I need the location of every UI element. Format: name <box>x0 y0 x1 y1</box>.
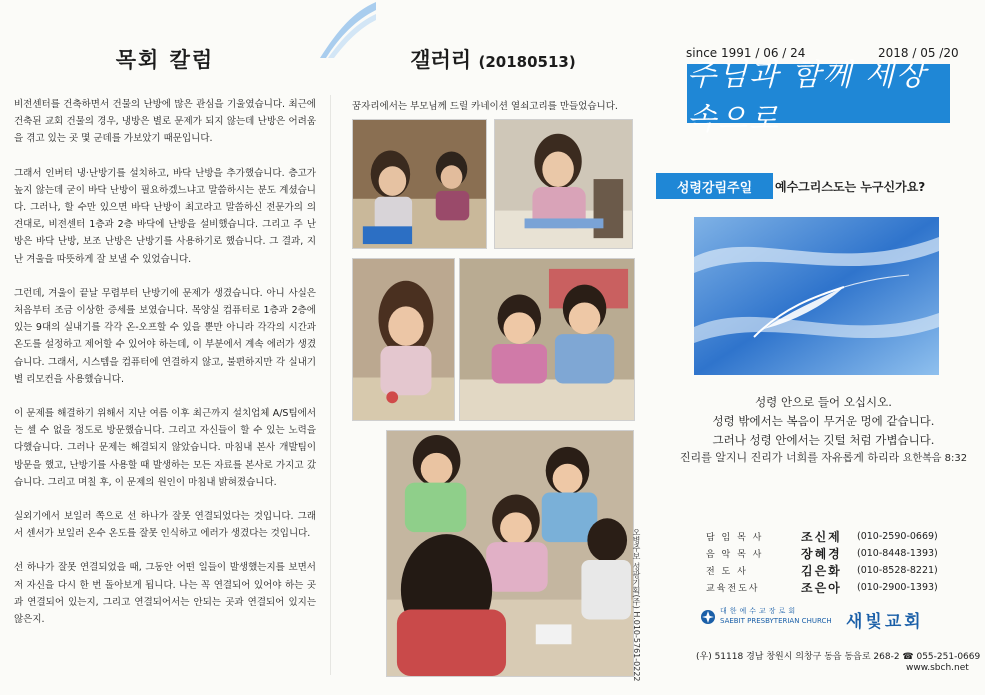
church-address: (우) 51118 경남 창원시 의창구 동읍 동읍로 268-2 ☎ 055-251-0669 <box>696 652 981 662</box>
staff-list <box>706 528 981 596</box>
column-title: 목회 칼럼 <box>115 48 215 72</box>
gallery-photo-2[interactable] <box>494 119 633 249</box>
gallery-title <box>348 44 638 74</box>
column-divider <box>330 95 331 675</box>
column-paragraph: 비전센터를 건축하면서 건물의 난방에 많은 관심을 기울였습니다. 최근에 건축된 교회 건물의 경우, 냉방은 별로 문제가 되지 않는데 난방은 어려움을 겪고 있는 곳 몇 군데를 가보았기 때문입니다. <box>14 99 316 145</box>
church-english-name: SAEBIT PRESBYTERIAN CHURCH <box>720 617 832 625</box>
since-date: since 1991 / 06 / 24 <box>686 46 806 60</box>
gallery-photo-1[interactable] <box>352 119 487 249</box>
gallery-title-text: 갤러리 <box>410 48 472 72</box>
scripture-quote <box>666 449 981 465</box>
staff-name: 조신제 <box>801 530 842 544</box>
verse-line: 성령 밖에서는 복음이 무거운 멍에 같습니다. <box>712 414 935 428</box>
staff-role: 교육전도사 <box>706 584 760 594</box>
staff-name: 조은아 <box>801 581 842 595</box>
staff-row <box>706 562 981 579</box>
verse-line: 성령 안으로 들어 오십시오. <box>755 395 892 409</box>
staff-row <box>706 579 981 596</box>
feather-image <box>694 217 939 375</box>
column-paragraph: 실외기에서 보일러 쪽으로 선 하나가 잘못 연결되었다는 것입니다. 그래서 센서가 보일러 온수 온도를 잘못 인식하고 에러가 생겼다는 것입니다. <box>14 511 316 540</box>
pastor-column <box>14 0 316 695</box>
verse-line: 그러나 성령 안에서는 깃털 처럼 가볍습니다. <box>712 433 935 447</box>
sermon-title: 예수그리스도는 누구신가요? <box>775 180 926 194</box>
column-paragraph: 그래서 인버터 냉·난방기를 설치하고, 바닥 난방을 추가했습니다. 층고가 높지 않는데 굳이 바닥 난방이 필요하겠느냐고 말씀하시는 분도 계셨습니다. 그러나, 할 수만 있으면 바닥 난방이 최고라고 말씀하신 전문가의 의견대로, 비전센터 1층과 2층 바닥에 난방을 설비했습니다. 그리고 주 난방은 바닥 난방, 보조 난방은 난방기를 사용하기로 했습니다. 그 결과, 지난 겨울을 따뜻하게 잘 보낼 수 있었습니다. <box>14 167 316 265</box>
gallery-caption: 꿈자리에서는 부모님께 드릴 카네이션 열쇠고리를 만들었습니다. <box>352 101 618 112</box>
column-paragraph: 이 문제를 해결하기 위해서 지난 여름 이후 최근까지 설치업체 A/S팀에서는 셀 수 없을 정도로 방문했습니다. 그리고 자신들이 할 수 있는 노력을 다했습니다. 그러나 문제는 해결되지 않았습니다. 마침내 본사 개발팀이 방문을 했고, 난방기를 사용할 때 발생하는 모든 자료를 본사로 가지고 갔습니다. 그리고 며칠 후, 이 문제의 원인이 마침내 밝혀졌습니다. <box>14 408 316 488</box>
staff-phone[interactable]: (010-8528-8221) <box>857 565 938 576</box>
gallery-date: (20180513) <box>478 53 576 71</box>
scripture-text: 진리를 알지니 진리가 너희를 자유롭게 하리라 <box>679 451 900 464</box>
column-paragraph: 선 하나가 잘못 연결되었을 때, 그동안 어떤 일들이 발생했는지를 보면서 저 자신을 다시 한 번 돌아보게 됩니다. 나는 꼭 연결되어 있어야 하는 곳과 연결되어 있는지, 그리고 연결되어서는 안되는 곳과 연결되어 있지는 않은지. <box>14 562 316 626</box>
website-link[interactable]: www.sbch.net <box>906 663 969 673</box>
verse-block <box>666 393 981 450</box>
column-paragraph: 그런데, 겨울이 끝날 무렵부터 난방기에 문제가 생겼습니다. 아니 사실은 처음부터 조금 이상한 증세를 보였습니다. 목양실 컴퓨터로 1층과 2층에 있는 9대의 실내기를 각각 온-오프할 수 있을 뿐만 아니라 각각의 시간과 온도를 설정하고 제어할 수 있어야 하는데, 이 부분에서 계속 에러가 생겼습니다. 그래서, 시스템을 컴퓨터에 연결하지 않고, 불편하지만 각 실내기별 리모컨을 사용했습니다. <box>14 287 316 385</box>
staff-role: 전 도 사 <box>706 567 748 577</box>
gallery-photo-4[interactable] <box>459 258 635 421</box>
print-credit: 오병주보 성광기획(주) H.010-5761-0222 <box>632 528 641 682</box>
denomination: 대한예수교장로회 <box>720 607 799 615</box>
staff-role: 음 악 목 사 <box>706 550 764 560</box>
church-emblem-icon <box>700 609 716 625</box>
staff-name: 김은화 <box>801 564 842 578</box>
scripture-reference: 요한복음 8:32 <box>902 453 968 464</box>
gallery-section <box>348 0 638 695</box>
masthead: 주님과 함께 세상 속으로 <box>687 64 950 123</box>
column-body <box>14 96 316 645</box>
bulletin-cover <box>656 0 985 695</box>
staff-name: 장혜경 <box>801 547 842 561</box>
staff-row <box>706 528 981 545</box>
staff-role: 담 임 목 사 <box>706 533 764 543</box>
gallery-photo-5[interactable] <box>386 430 634 677</box>
issue-date: 2018 / 05 /20 <box>878 46 959 60</box>
staff-phone[interactable]: (010-2900-1393) <box>857 582 938 593</box>
staff-phone[interactable]: (010-2590-0669) <box>857 531 938 542</box>
staff-row <box>706 545 981 562</box>
church-name: 새빛교회 <box>846 612 924 632</box>
sunday-badge: 성령강림주일 <box>656 173 773 199</box>
staff-phone[interactable]: (010-8448-1393) <box>857 548 938 559</box>
church-logo-block <box>696 606 966 632</box>
gallery-photo-3[interactable] <box>352 258 455 421</box>
